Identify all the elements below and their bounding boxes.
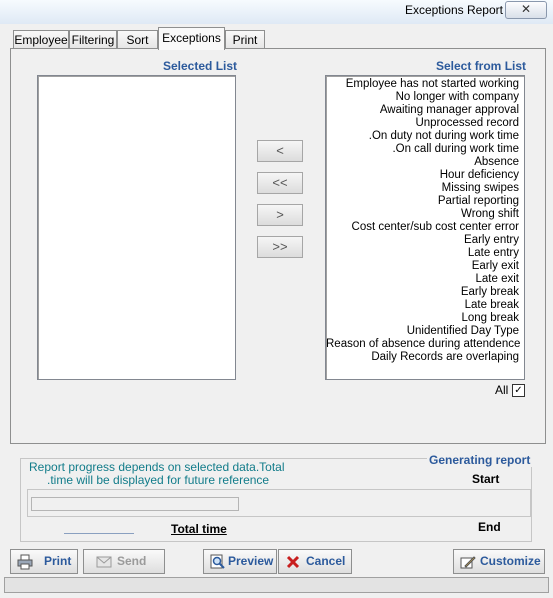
close-icon: ✕ — [520, 2, 532, 16]
close-button[interactable] — [505, 1, 547, 19]
end-label: End — [478, 520, 501, 534]
selected-list-caption: Selected List — [163, 59, 238, 73]
list-item[interactable]: Unidentified Day Type — [406, 325, 519, 337]
cancel-label: Cancel — [306, 554, 346, 568]
tab-sort[interactable] — [117, 30, 158, 48]
list-item[interactable]: Late break — [464, 299, 519, 311]
start-label: Start — [472, 472, 500, 486]
list-item[interactable]: Cost center/sub cost center error — [351, 221, 519, 233]
tab-print[interactable] — [225, 30, 265, 48]
status-bar — [4, 577, 549, 593]
selected-listbox[interactable] — [37, 75, 236, 380]
tab-label: Exceptions — [162, 31, 221, 45]
tab-exceptions[interactable] — [158, 27, 225, 50]
tab-label: Employee — [14, 33, 68, 47]
print-button[interactable] — [10, 549, 78, 574]
list-item[interactable]: Long break — [461, 312, 519, 324]
all-checkbox[interactable] — [512, 384, 525, 397]
list-item[interactable]: Late exit — [475, 273, 519, 285]
progress-bar — [31, 497, 239, 511]
tab-filtering[interactable] — [69, 30, 117, 48]
send-label: Send — [117, 554, 147, 568]
envelope-icon — [96, 554, 112, 570]
remove-all-button[interactable] — [257, 236, 303, 258]
double-chevron-left-icon: << — [272, 175, 288, 190]
print-label: Print — [44, 554, 72, 568]
list-item[interactable]: Reason of absence during attendence — [326, 338, 521, 350]
progress-caption: Generating report — [429, 453, 531, 467]
preview-button[interactable] — [203, 549, 277, 574]
all-label: All — [495, 383, 509, 397]
list-item[interactable]: Missing swipes — [441, 182, 519, 194]
total-time-value — [64, 533, 134, 534]
list-item[interactable]: Daily Records are overlaping — [371, 351, 519, 363]
window-title: Exceptions Report — [404, 3, 503, 17]
tab-label: Print — [232, 33, 258, 47]
list-item[interactable]: Wrong shift — [461, 208, 519, 220]
list-item[interactable]: Awaiting manager approval — [379, 104, 519, 116]
double-chevron-right-icon: >> — [272, 239, 288, 254]
available-list-caption: Select from List — [436, 59, 527, 73]
move-all-button[interactable] — [257, 172, 303, 194]
chevron-right-icon: > — [276, 207, 284, 222]
chevron-left-icon: < — [276, 143, 284, 158]
progress-note-line1: Report progress depends on selected data.Total — [29, 460, 285, 474]
available-listbox[interactable] — [325, 75, 525, 380]
printer-icon — [17, 554, 33, 570]
preview-label: Preview — [228, 554, 274, 568]
tab-label: Sort — [126, 33, 149, 47]
list-item[interactable]: Early break — [460, 286, 519, 298]
close-icon — [285, 554, 301, 570]
list-item[interactable]: Employee has not started working — [345, 78, 519, 90]
cancel-button[interactable] — [278, 549, 352, 574]
list-item[interactable]: Early entry — [464, 234, 519, 246]
progress-note-line2: .time will be displayed for future reference — [47, 473, 270, 487]
list-item[interactable]: Late entry — [467, 247, 519, 259]
list-item[interactable]: Partial reporting — [437, 195, 519, 207]
list-item[interactable]: .On call during work time — [392, 143, 519, 155]
title-bar — [0, 0, 553, 24]
check-icon: ✓ — [514, 385, 523, 396]
total-time-label: Total time — [171, 522, 227, 536]
magnifier-icon — [210, 554, 226, 570]
list-item[interactable]: .On duty not during work time — [368, 130, 519, 142]
list-item[interactable]: Early exit — [471, 260, 519, 272]
list-item[interactable]: Absence — [474, 156, 519, 168]
move-one-button[interactable] — [257, 140, 303, 162]
pencil-icon — [460, 554, 476, 570]
list-item[interactable]: No longer with company — [395, 91, 519, 103]
list-item[interactable]: Unprocessed record — [415, 117, 519, 129]
tab-employee[interactable] — [13, 30, 69, 48]
list-item[interactable]: Hour deficiency — [439, 169, 519, 181]
tab-label: Filtering — [71, 33, 115, 47]
send-button[interactable] — [83, 549, 165, 574]
customize-label: Customize — [480, 554, 541, 568]
available-list-items — [326, 78, 524, 364]
customize-button[interactable] — [453, 549, 545, 574]
remove-one-button[interactable] — [257, 204, 303, 226]
